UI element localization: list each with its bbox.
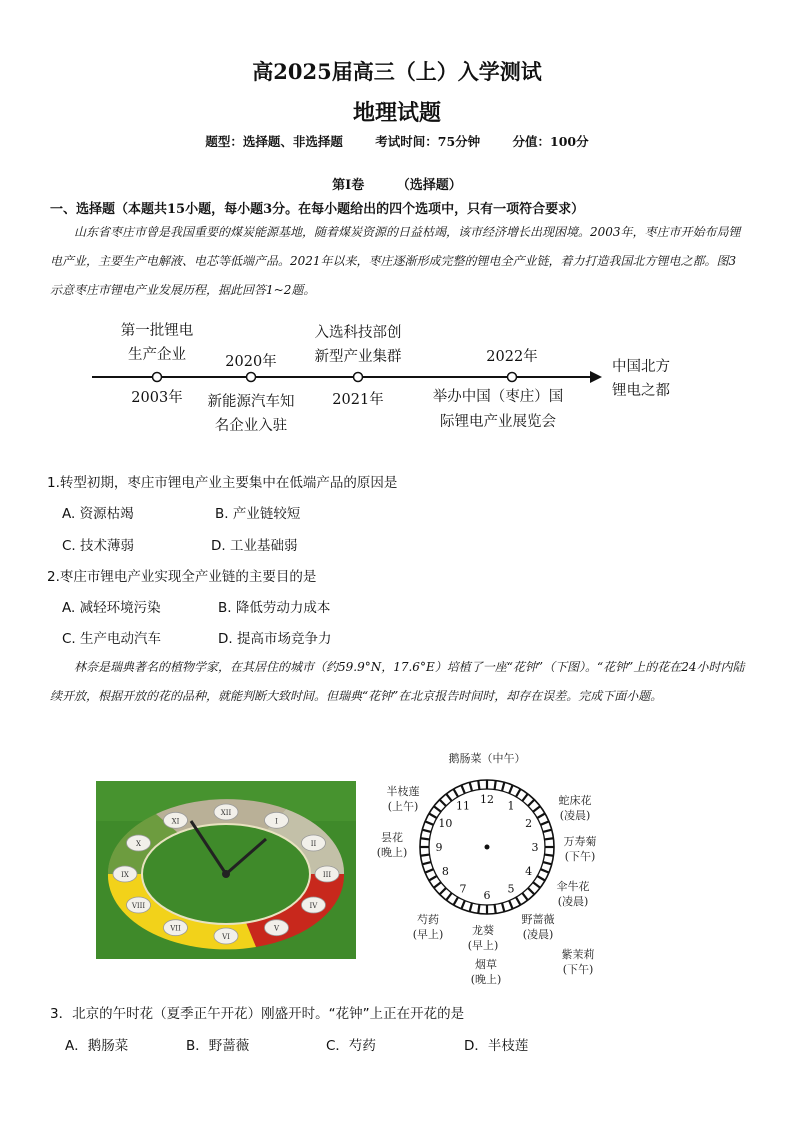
clock-number-8: 8	[441, 865, 449, 878]
photo-plate	[265, 920, 289, 936]
label-5a: 野蔷薇	[521, 913, 555, 926]
photo-plate	[164, 920, 188, 936]
clock-tick	[421, 855, 430, 856]
timeline-above-2b: 新型产业集群	[314, 349, 402, 365]
label-9a: 昙花	[381, 831, 403, 844]
timeline-node	[247, 373, 256, 382]
label-6b: (早上)	[467, 939, 499, 952]
label-7b: (早上)	[412, 928, 444, 941]
photo-numeral: III	[322, 871, 332, 879]
clock-number-9: 9	[435, 841, 443, 854]
q3-option-d[interactable]: D．半枝莲	[464, 1038, 529, 1054]
timeline-node	[508, 373, 517, 382]
photo-numeral: VII	[170, 924, 181, 933]
clock-number-3: 3	[531, 841, 539, 854]
timeline-above-2: 入选科技部创	[314, 325, 402, 341]
q2-option-d[interactable]: D. 提高市场竞争力	[218, 631, 332, 647]
photo-numeral: XII	[220, 809, 232, 817]
clock-tick	[495, 905, 496, 914]
photo-plate	[301, 835, 325, 851]
question-2-stem: 2.枣庄市锂电产业实现全产业链的主要目的是	[47, 569, 317, 585]
timeline-above-3: 2022年	[486, 349, 538, 365]
timeline-arrow	[590, 371, 602, 383]
photo-numeral: V	[273, 924, 280, 933]
question-3-stem: 3．北京的午时花（夏季正午开花）刚盛开时。“花钟”上正在开花的是	[50, 1006, 465, 1022]
q1-option-b[interactable]: B. 产业链较短	[215, 506, 301, 522]
clock-center	[485, 845, 490, 850]
timeline-below-3: 举办中国（枣庄）国	[432, 389, 564, 405]
clock-tick	[421, 838, 430, 839]
clock-tick	[478, 905, 479, 914]
exam-subtitle: 地理试题	[352, 100, 441, 126]
photo-numeral: I	[275, 817, 278, 826]
label-5b: (凌晨)	[522, 928, 554, 941]
label-6a: 龙葵	[472, 924, 494, 937]
q2-option-b[interactable]: B. 降低劳动力成本	[218, 600, 331, 616]
clock-tick	[478, 781, 479, 790]
timeline-end: 中国北方	[612, 359, 670, 375]
q3-option-c[interactable]: C．芍药	[326, 1038, 376, 1054]
photo-numeral: IX	[121, 871, 129, 879]
flower-clock-diagram	[370, 748, 610, 988]
timeline-figure	[80, 316, 720, 446]
timeline-end-b: 锂电之都	[612, 383, 670, 399]
clock-number-6: 6	[483, 889, 491, 902]
label-1a: 蛇床花	[558, 794, 592, 807]
label-3b: (下午)	[564, 850, 596, 863]
photo-plate	[214, 928, 238, 944]
clock-tick	[545, 838, 554, 839]
exam-title: 高2025届高三（上）入学测试	[252, 59, 542, 84]
clock-tick	[545, 855, 554, 856]
timeline-above-0: 第一批锂电	[120, 323, 194, 339]
label-11b: (上午)	[387, 800, 419, 813]
section-title: 一、选择题（本题共15小题，每小题3分。在每小题给出的四个选项中，只有一项符合要求）	[50, 202, 585, 217]
q1-option-a[interactable]: A. 资源枯竭	[62, 506, 134, 522]
clock-number-4: 4	[525, 865, 533, 878]
label-4b: (凌晨)	[557, 895, 589, 908]
label-11a: 半枝莲	[386, 785, 420, 798]
clock-number-11: 11	[456, 799, 470, 813]
photo-plate	[164, 812, 188, 828]
clock-number-12: 12	[480, 793, 494, 806]
photo-numeral: IV	[309, 902, 318, 910]
timeline-above-0b: 生产企业	[128, 347, 186, 363]
label-6cb: (晚上)	[470, 973, 502, 986]
photo-plate	[265, 812, 289, 828]
label-3a: 万寿菊	[563, 835, 597, 848]
label-1b: (凌晨)	[559, 809, 591, 822]
photo-numeral: VIII	[131, 902, 146, 910]
timeline-below-2: 2021年	[332, 392, 384, 408]
label-12: 鹅肠菜（中午）	[448, 752, 526, 765]
clock-number-10: 10	[438, 817, 453, 830]
photo-plate	[127, 835, 151, 851]
timeline-node	[153, 373, 162, 382]
clock-number-2: 2	[525, 817, 533, 830]
question-1-stem: 1.转型初期，枣庄市锂电产业主要集中在低端产品的原因是	[47, 475, 398, 491]
volume-type: （选择题）	[396, 178, 462, 193]
passage-1: 山东省枣庄市曾是我国重要的煤炭能源基地，随着煤炭资源的日益枯竭，该市经济增长出现困境。2003年，枣庄市开始布局锂电产业，主要生产电解液、电芯等低端产品。2021年以来，枣庄逐渐形成完整的锂电全产业链，着力打造我国北方锂电之都。图3示意枣庄市锂电产业发展历程，据此回答1~2题。	[50, 225, 741, 297]
photo-numeral: VI	[222, 933, 230, 941]
photo-numeral: X	[136, 840, 142, 848]
clock-number-7: 7	[459, 882, 467, 896]
photo-plate	[301, 897, 325, 913]
clock-tick	[495, 781, 496, 790]
photo-numeral: XI	[171, 817, 180, 826]
timeline-below-1: 新能源汽车知	[207, 394, 295, 410]
exam-score: 分值：100分	[512, 134, 589, 149]
photo-plate	[214, 804, 238, 820]
label-5ca: 紫茉莉	[561, 948, 595, 961]
passage-2: 林奈是瑞典著名的植物学家，在其居住的城市（约59.9°N，17.6°E）培植了一座“花钟”（下图）。“花钟”上的花在24小时内陆续开放，根据开放的花的品种，就能判断大致时间。但瑞典“花钟”在北京报告时间时，却存在误差。完成下面小题。	[50, 660, 745, 703]
volume-label: 第Ⅰ卷	[332, 178, 365, 193]
photo-plate	[113, 866, 137, 882]
volume-heading	[0, 174, 794, 193]
exam-time: 考试时间：75分钟	[375, 134, 481, 149]
label-9b: (晚上)	[376, 846, 408, 859]
photo-plate	[127, 897, 151, 913]
timeline-node	[354, 373, 363, 382]
exam-meta	[0, 132, 794, 150]
flower-clock-photo	[96, 781, 356, 959]
clock-number-5: 5	[507, 882, 515, 896]
timeline-above-1: 2020年	[225, 354, 277, 370]
q2-option-c[interactable]: C. 生产电动汽车	[62, 631, 162, 647]
timeline-below-3b: 际锂电产业展览会	[440, 414, 556, 430]
photo-numeral: II	[310, 840, 317, 848]
label-6ca: 烟草	[475, 958, 497, 971]
photo-plate	[315, 866, 339, 882]
q1-option-d[interactable]: D. 工业基础弱	[211, 538, 298, 554]
q1-option-c[interactable]: C. 技术薄弱	[62, 538, 135, 554]
timeline-below-1b: 名企业入驻	[214, 418, 288, 434]
q2-option-a[interactable]: A. 减轻环境污染	[62, 600, 161, 616]
timeline-below-0: 2003年	[131, 390, 183, 406]
label-4a: 伞牛花	[556, 880, 590, 893]
clock-number-1: 1	[507, 799, 515, 813]
label-7a: 芍药	[417, 913, 439, 926]
q3-option-b[interactable]: B．野蔷薇	[186, 1038, 250, 1054]
question-type: 题型：选择题、非选择题	[205, 134, 343, 149]
q3-option-a[interactable]: A．鹅肠菜	[65, 1038, 129, 1054]
label-5cb: (下午)	[562, 963, 594, 976]
